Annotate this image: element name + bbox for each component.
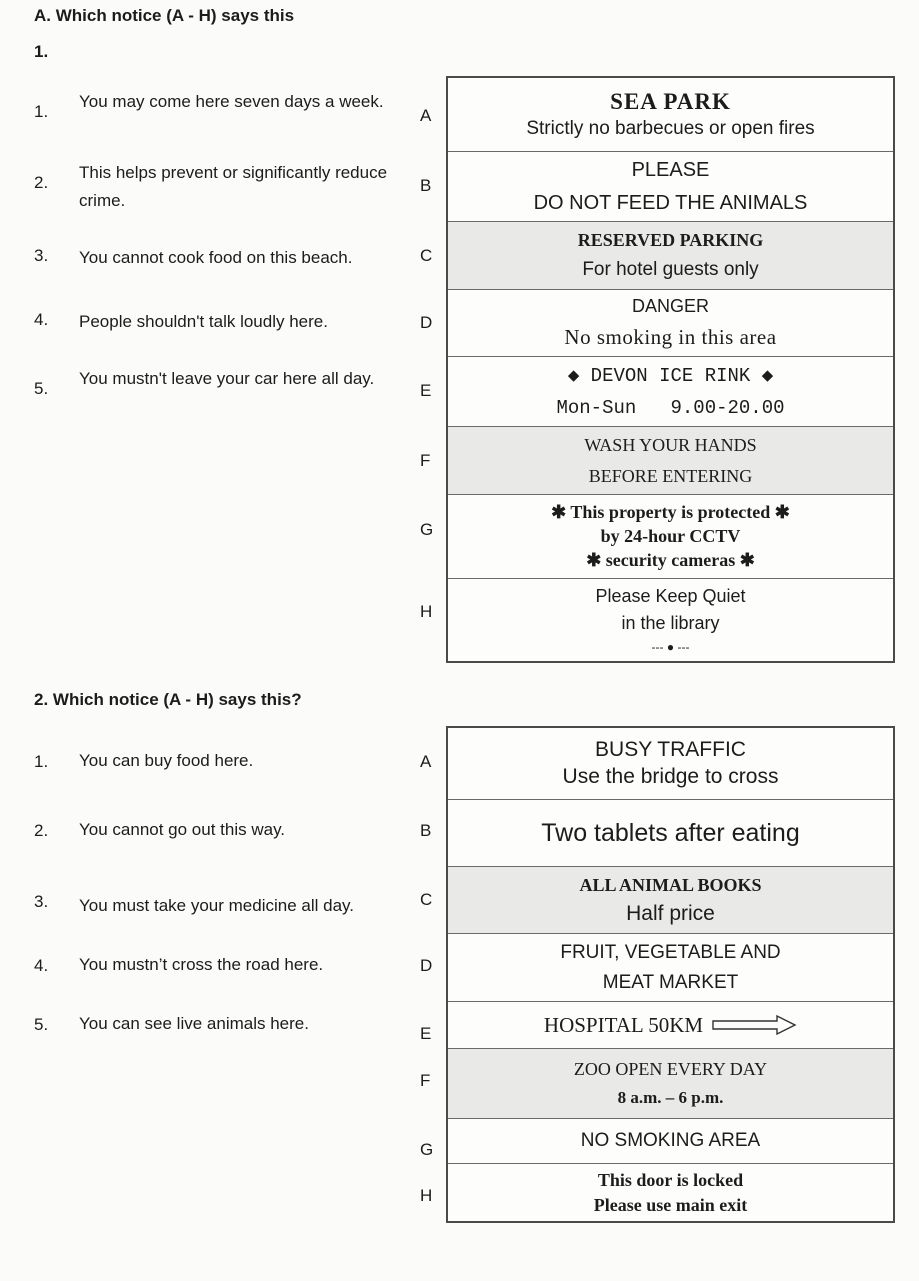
option-letter-c: C (420, 890, 433, 909)
section-a-subnumber: 1. (34, 42, 49, 61)
question-number: 2. (34, 173, 49, 192)
section-b-heading: 2. Which notice (A - H) says this? (34, 690, 302, 709)
notice-a-text: Use the bridge to cross (562, 765, 779, 788)
notice-d-title: DANGER (631, 296, 709, 316)
notice-e (448, 1002, 893, 1049)
notice-c (448, 222, 893, 290)
notice-f-title: WASH YOUR HANDS (584, 434, 757, 455)
question-number: 4. (34, 956, 49, 975)
notice-c-text: Half price (626, 901, 715, 925)
notice-d (448, 934, 893, 1002)
arrow-right-icon (711, 1014, 797, 1036)
notice-g (448, 495, 893, 579)
question-text: You cannot cook food on this beach. (79, 248, 353, 267)
notice-c (448, 867, 893, 934)
question-number: 5. (34, 1015, 49, 1034)
question-number: 4. (34, 310, 49, 329)
option-letter-f: F (420, 451, 431, 470)
question-text: You can see live animals here. (79, 1014, 309, 1033)
option-letter-d: D (420, 313, 433, 332)
notice-e-title: ◆ DEVON ICE RINK ◆ (567, 365, 774, 387)
notice-e-row (544, 1013, 797, 1038)
notice-c-title: RESERVED PARKING (577, 230, 764, 250)
notice-h-line2: in the library (621, 613, 720, 633)
notice-f-text: BEFORE ENTERING (588, 465, 753, 486)
section-a-heading: A. Which notice (A - H) says this (34, 6, 295, 25)
question-text: You can buy food here. (79, 751, 254, 770)
option-letter-a: A (420, 752, 432, 771)
question-number: 1. (34, 752, 49, 771)
notice-h-line2: Please use main exit (593, 1194, 748, 1215)
notice-g-text: NO SMOKING AREA (580, 1130, 761, 1151)
option-letter-b: B (420, 176, 432, 195)
question-text: You may come here seven days a week. (79, 92, 384, 111)
notice-b-text: Two tablets after eating (541, 818, 800, 847)
question-number: 2. (34, 821, 49, 840)
notice-e-text: HOSPITAL 50KM (543, 1012, 704, 1037)
question-text: People shouldn't talk loudly here. (79, 312, 328, 331)
notice-h (448, 579, 893, 661)
option-letter-g: G (420, 520, 434, 539)
question-a3 (34, 246, 399, 272)
notice-e-text: Mon-Sun 9.00-20.00 (556, 397, 785, 419)
notice-b-text: DO NOT FEED THE ANIMALS (533, 191, 808, 214)
question-a2 (34, 159, 399, 215)
question-b2 (34, 821, 399, 844)
notice-d-line2: MEAT MARKET (602, 971, 739, 993)
question-number: 5. (34, 379, 49, 398)
notice-panel-a (446, 76, 895, 663)
question-text: You must take your medicine all day. (79, 896, 354, 915)
notice-h-line1: Please Keep Quiet (595, 586, 746, 606)
question-a1 (34, 88, 399, 122)
notice-b (448, 152, 893, 222)
notice-e (448, 357, 893, 427)
notice-a-text: Strictly no barbecues or open fires (526, 118, 815, 139)
question-a4 (34, 310, 399, 336)
question-text: You cannot go out this way. (79, 820, 286, 839)
notice-h (448, 1164, 893, 1221)
notice-f (448, 427, 893, 495)
notice-d-line1: FRUIT, VEGETABLE AND (560, 941, 781, 963)
question-text: This helps prevent or significantly reduce crime. (79, 163, 388, 210)
option-letter-e: E (420, 381, 432, 400)
question-b4 (34, 956, 399, 979)
notice-b-title: PLEASE (631, 158, 710, 181)
notice-d (448, 290, 893, 357)
question-text: You mustn't leave your car here all day. (79, 369, 375, 388)
notice-g (448, 1119, 893, 1164)
notice-h-line1: This door is locked (597, 1169, 744, 1190)
notice-panel-b (446, 726, 895, 1223)
option-letter-b: B (420, 821, 432, 840)
option-letter-f: F (420, 1071, 431, 1090)
notice-f-title: ZOO OPEN EVERY DAY (573, 1059, 768, 1079)
notice-h-ornament: --- ● --- (651, 640, 690, 654)
notice-c-text: For hotel guests only (582, 259, 759, 280)
notice-c-title: ALL ANIMAL BOOKS (579, 874, 762, 895)
question-b1 (34, 752, 399, 775)
option-letter-d: D (420, 956, 433, 975)
option-letter-c: C (420, 246, 433, 265)
option-letter-e: E (420, 1024, 432, 1043)
notice-f (448, 1049, 893, 1119)
option-letter-h: H (420, 1186, 433, 1205)
notice-f-text: 8 a.m. – 6 p.m. (617, 1088, 724, 1107)
notice-g-line2: by 24-hour CCTV (600, 526, 741, 546)
notice-a (448, 728, 893, 800)
notice-g-line3: ✱ security cameras ✱ (586, 550, 755, 570)
option-letter-h: H (420, 602, 433, 621)
option-letter-g: G (420, 1140, 434, 1159)
question-number: 1. (34, 102, 49, 121)
notice-a-title: BUSY TRAFFIC (595, 738, 746, 761)
question-number: 3. (34, 892, 49, 911)
question-text: You mustn’t cross the road here. (79, 955, 324, 974)
option-letter-a: A (420, 106, 432, 125)
notice-a (448, 78, 893, 152)
notice-b (448, 800, 893, 867)
question-b3 (34, 892, 399, 920)
question-a5 (34, 365, 399, 399)
notice-d-text: No smoking in this area (564, 325, 777, 349)
notice-g-line1: ✱ This property is protected ✱ (551, 502, 790, 522)
question-b5 (34, 1015, 399, 1038)
question-number: 3. (34, 246, 49, 265)
notice-a-title: SEA PARK (610, 89, 731, 114)
